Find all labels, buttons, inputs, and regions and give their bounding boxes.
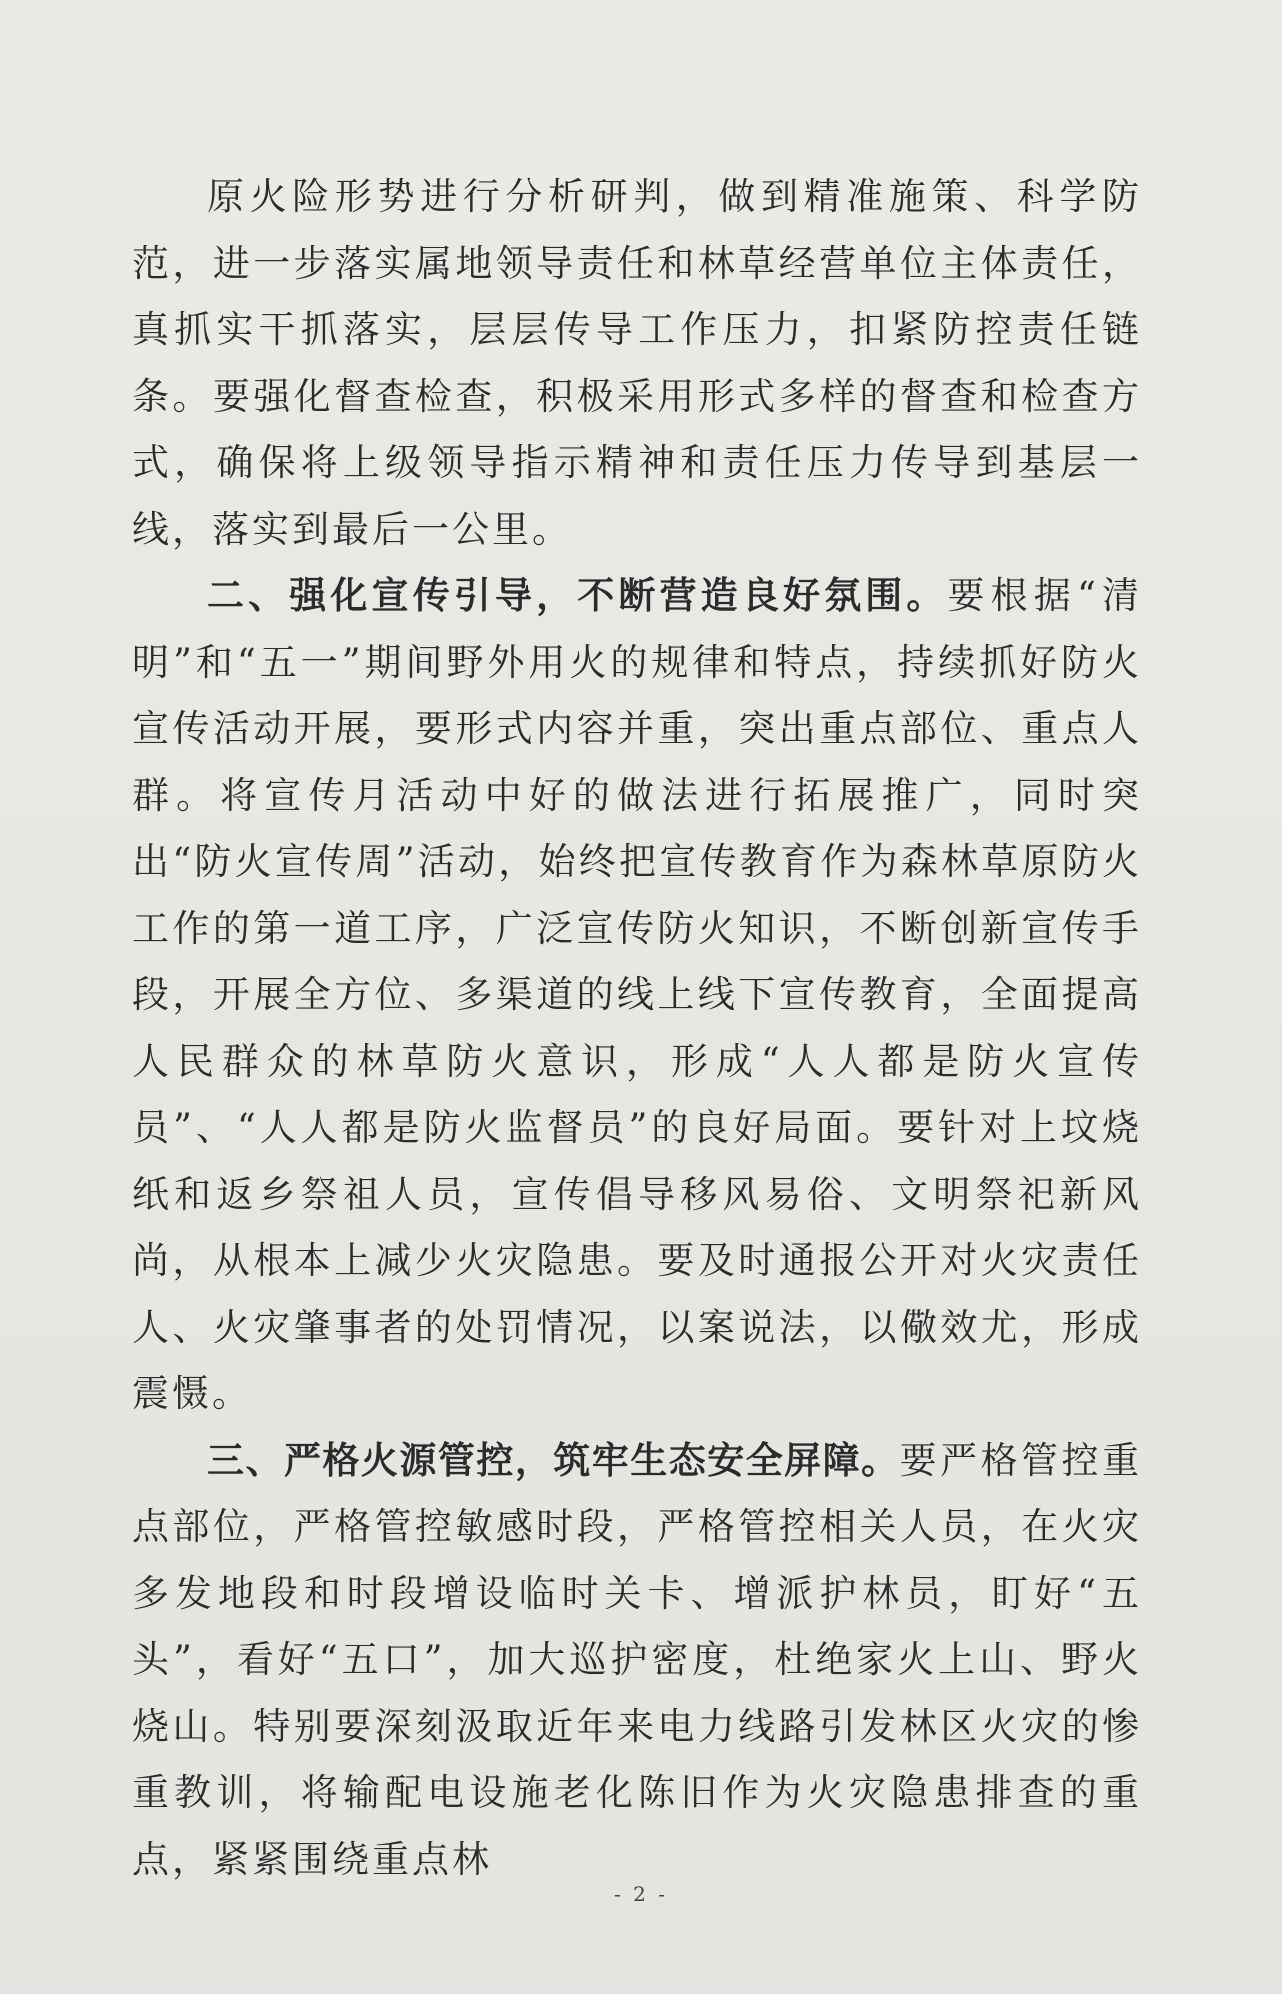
paragraph-3: [132, 1428, 1142, 1894]
paragraph-3-text: 要严格管控重点部位，严格管控敏感时段，严格管控相关人员，在火灾多发地段和时段增设临时关卡、增派护林员，盯好“五头”，看好“五口”，加大巡护密度，杜绝家火上山、野火烧山。特别要深刻汲取近年来电力线路引发林区火灾的惨重教训，将输配电设施老化陈旧作为火灾隐患排查的重点，紧紧围绕重点林: [132, 1438, 1143, 1881]
document-body: [132, 164, 1142, 1893]
section-heading-3: 三、严格火源管控，筑牢生态安全屏障。: [207, 1438, 900, 1482]
paragraph-2: [132, 563, 1142, 1428]
paragraph-1: [132, 164, 1142, 563]
page-number: - 2 -: [614, 1882, 668, 1906]
paragraph-2-text: 要根据“清明”和“五一”期间野外用火的规律和特点，持续抓好防火宣传活动开展，要形式内容并重，突出重点部位、重点人群。将宣传月活动中好的做法进行拓展推广，同时突出“防火宣传周”活动，始终把宣传教育作为森林草原防火工作的第一道工序，广泛宣传防火知识，不断创新宣传手段，开展全方位、多渠道的线上线下宣传教育，全面提高人民群众的林草防火意识，形成“人人都是防火宣传员”、“人人都是防火监督员”的良好局面。要针对上坟烧纸和返乡祭祖人员，宣传倡导移风易俗、文明祭祀新风尚，从根本上减少火灾隐患。要及时通报公开对火灾责任人、火灾肇事者的处罚情况，以案说法，以儆效尤，形成震慑。: [132, 574, 1143, 1415]
paragraph-1-text: 原火险形势进行分析研判，做到精准施策、科学防范，进一步落实属地领导责任和林草经营单位主体责任，真抓实干抓落实，层层传导工作压力，扣紧防控责任链条。要强化督查检查，积极采用形式多样的督查和检查方式，确保将上级领导指示精神和责任压力传导到基层一线，落实到最后一公里。: [132, 175, 1142, 551]
section-heading-2: 二、强化宣传引导，不断营造良好氛围。: [207, 574, 948, 617]
